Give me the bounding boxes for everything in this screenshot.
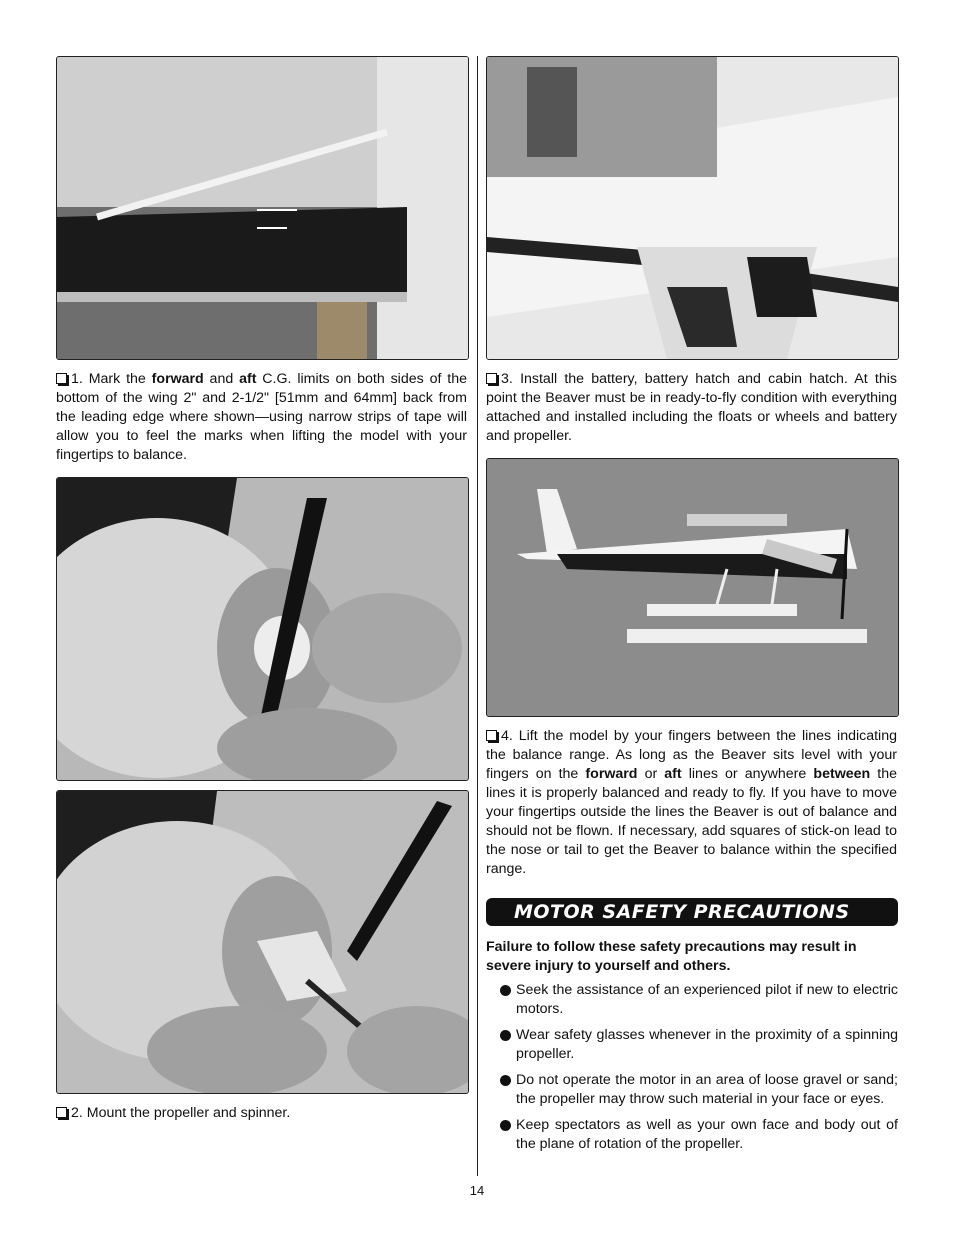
checkbox-icon[interactable] [56,1107,67,1118]
page-number: 14 [469,1183,485,1198]
bullet-icon [500,1075,511,1086]
list-item: Keep spectators as well as your own face and body out of the plane of rotation of the propeller. [486,1116,898,1154]
safety-list [486,981,898,1161]
photo-mount-propeller [56,477,469,781]
photo-cabin-hatch [486,56,899,360]
checkbox-icon[interactable] [56,373,67,384]
bullet-icon [500,1030,511,1041]
step-4-text: 4. Lift the model by your fingers between the lines indicating the balance range. As long as the Beaver sits level with your fingers on the forward or aft lines or anywhere between the lines it is properly balanced and ready to fly. If you have to move your fingertips outside the lines the Beaver is out of balance and should not be flown. If necessary, add squares of stick-on lead to the nose or tail to get the Beaver to balance within the specified range. [486,728,898,877]
step-2-text: 2. Mount the propeller and spinner. [56,1104,467,1123]
step-1-text: 1. Mark the forward and aft C.G. limits on both sides of the bottom of the wing 2" and 2-1/2" [51mm and 64mm] back from the leading edge where shown—using narrow strips of tape will allow you to feel the marks when lifting the model with your fingertips to balance. [56,371,467,463]
checkbox-icon[interactable] [486,730,497,741]
bullet-icon [500,1120,511,1131]
step-3-text: 3. Install the battery, battery hatch and cabin hatch. At this point the Beaver must be in ready-to-fly condition with everything attached and installed including the floats or wheels and battery and propeller. [486,371,897,444]
column-divider [477,56,478,1176]
checkbox-icon[interactable] [486,373,497,384]
photo-spinner [56,790,469,1094]
section-title: MOTOR SAFETY PRECAUTIONS [486,898,898,926]
safety-warning: Failure to follow these safety precautions may result in severe injury to yourself and others. [486,939,857,974]
list-item: Do not operate the motor in an area of loose gravel or sand; the propeller may throw such material in your face or eyes. [486,1071,898,1109]
list-item: Wear safety glasses whenever in the proximity of a spinning propeller. [486,1026,898,1064]
bullet-icon [500,985,511,996]
photo-wing-bottom [56,56,469,360]
list-item: Seek the assistance of an experienced pilot if new to electric motors. [486,981,898,1019]
photo-balance-side [486,458,899,717]
